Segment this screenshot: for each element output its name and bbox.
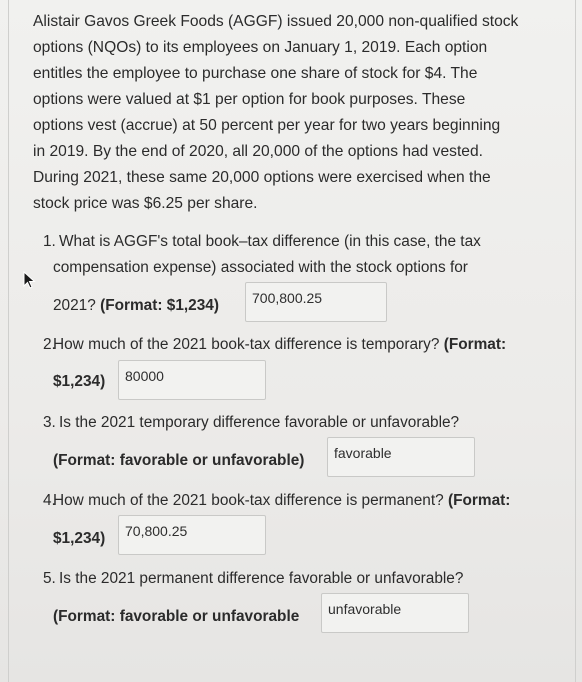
intro-line: options (NQOs) to its employees on January 1, 2019. Each option xyxy=(33,39,488,56)
intro-line: stock price was $6.25 per share. xyxy=(33,195,258,212)
question-text: Is the 2021 permanent difference favorable or unfavorable? xyxy=(59,570,464,587)
answer-input-4[interactable]: 70,800.25 xyxy=(118,515,266,555)
format-hint: (Format: $1,234) xyxy=(100,297,219,314)
format-hint: $1,234) xyxy=(53,530,106,547)
intro-line: During 2021, these same 20,000 options were exercised when the xyxy=(33,169,491,186)
question-text: compensation expense) associated with the stock options for xyxy=(53,259,468,276)
format-hint: (Format: xyxy=(447,492,511,509)
answer-input-3[interactable]: favorable xyxy=(327,437,475,477)
question-text: How much of the 2021 book-tax difference is permanent? xyxy=(53,492,448,509)
question-number: 5. xyxy=(43,570,56,587)
question-text-line xyxy=(53,297,219,315)
question-number: 3. xyxy=(43,414,56,431)
intro-line: options were valued at $1 per option for book purposes. These xyxy=(33,91,466,108)
answer-input-1[interactable]: 700,800.25 xyxy=(245,282,387,322)
question-text: Is the 2021 temporary difference favorable or unfavorable? xyxy=(59,414,460,431)
question-text: How much of the 2021 book-tax difference is temporary? xyxy=(53,336,444,353)
question-text-line xyxy=(53,336,506,354)
question-text: 2021? xyxy=(53,297,101,314)
intro-line: Alistair Gavos Greek Foods (AGGF) issued 20,000 non-qualified stock xyxy=(33,13,519,30)
answer-input-5[interactable]: unfavorable xyxy=(321,593,469,633)
question-number: 2. xyxy=(43,336,56,353)
answer-input-2[interactable]: 80000 xyxy=(118,360,266,400)
format-hint: (Format: favorable or unfavorable xyxy=(53,608,300,625)
question-text-line xyxy=(53,492,510,510)
intro-line: in 2019. By the end of 2020, all 20,000 of the options had vested. xyxy=(33,143,483,160)
problem-statement xyxy=(33,9,568,217)
intro-line: options vest (accrue) at 50 percent per year for two years beginning xyxy=(33,117,501,134)
format-hint: (Format: favorable or unfavorable) xyxy=(53,452,305,469)
question-text: What is AGGF's total book–tax difference (in this case, the tax xyxy=(59,233,481,250)
format-hint: (Format: xyxy=(443,336,507,353)
question-number: 1. xyxy=(43,233,56,250)
content-frame xyxy=(8,0,576,682)
format-hint: $1,234) xyxy=(53,373,106,390)
mouse-pointer-icon xyxy=(23,271,37,289)
intro-line: entitles the employee to purchase one share of stock for $4. The xyxy=(33,65,478,82)
question-number: 4. xyxy=(43,492,56,509)
